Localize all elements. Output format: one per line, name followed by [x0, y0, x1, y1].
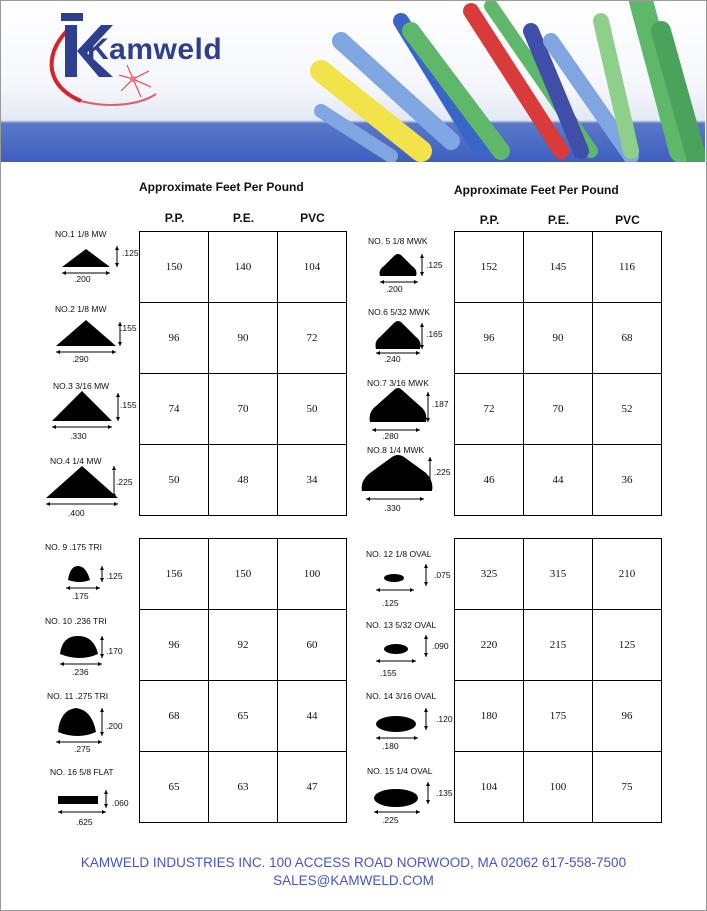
profile-label: NO. 14 3/16 OVAL: [366, 691, 437, 701]
dim-height: .155: [120, 323, 137, 333]
profile-no8: [358, 443, 458, 515]
dim-height: .225: [434, 467, 451, 477]
table-cell: 46: [455, 445, 524, 516]
profile-no9: [40, 540, 140, 612]
dim-height: .120: [436, 714, 453, 724]
table-cell: 156: [140, 539, 209, 610]
dim-width: .155: [380, 668, 397, 678]
table-cell: 72: [455, 374, 524, 445]
profile-no13: [358, 617, 458, 689]
profile-label: NO.3 3/16 MW: [53, 381, 110, 391]
table-cell: 175: [524, 681, 593, 752]
dim-width: .125: [382, 598, 399, 608]
profile-label: NO.8 1/4 MWK: [367, 445, 425, 455]
table-cell: 215: [524, 610, 593, 681]
table-row: [455, 539, 662, 610]
profile-no7: [358, 376, 458, 448]
right-section-title: Approximate Feet Per Pound: [454, 183, 619, 197]
table-cell: 96: [455, 303, 524, 374]
tri-rounded-small-icon: [40, 540, 140, 612]
profile-label: NO. 15 1/4 OVAL: [367, 766, 433, 776]
dim-height: .135: [436, 788, 453, 798]
table-cell: 74: [140, 374, 209, 445]
header-banner: [1, 1, 705, 162]
profile-label: NO. 5 1/8 MWK: [368, 236, 428, 246]
dim-height: .170: [106, 646, 123, 656]
mwk-xlarge-icon: [358, 443, 458, 515]
table-cell: 90: [524, 303, 593, 374]
profile-label: NO.1 1/8 MW: [55, 229, 107, 239]
table-row: [140, 374, 347, 445]
footer-email[interactable]: SALES@KAMWELD.COM: [273, 873, 434, 888]
triangle-medium-icon: [40, 302, 140, 374]
footer-address: KAMWELD INDUSTRIES INC. 100 ACCESS ROAD NORWOOD, MA 02062 617-558-7500: [80, 855, 627, 870]
table-row: [140, 232, 347, 303]
left-table-bottom: [139, 538, 347, 823]
profile-no6: [358, 307, 458, 379]
right-table-bottom: [454, 538, 662, 823]
dim-height: .125: [426, 260, 443, 270]
table-cell: 152: [455, 232, 524, 303]
right-header-pe: P.E.: [547, 213, 570, 227]
profile-label: NO. 9 .175 TRI: [45, 542, 103, 552]
table-cell: 96: [140, 610, 209, 681]
profile-no2: [40, 302, 140, 374]
dim-height: .125: [106, 571, 123, 581]
table-row: [455, 445, 662, 516]
table-row: [140, 752, 347, 823]
table-row: [455, 752, 662, 823]
dim-width: .625: [76, 817, 93, 827]
mwk-small-icon: [358, 236, 458, 308]
profile-no14: [358, 688, 458, 760]
table-cell: 116: [593, 232, 662, 303]
table-cell: 90: [209, 303, 278, 374]
dim-height: .155: [120, 400, 137, 410]
left-section-title: Approximate Feet Per Pound: [139, 180, 304, 194]
profile-label: NO.7 3/16 MWK: [367, 378, 429, 388]
mwk-large-icon: [358, 376, 458, 448]
table-cell: 104: [278, 232, 347, 303]
table-cell: 145: [524, 232, 593, 303]
profile-label: NO.4 1/4 MW: [50, 456, 102, 466]
table-cell: 65: [209, 681, 278, 752]
table-cell: 34: [278, 445, 347, 516]
dim-width: .236: [72, 667, 89, 677]
table-cell: 92: [209, 610, 278, 681]
table-cell: 220: [455, 610, 524, 681]
table-cell: 325: [455, 539, 524, 610]
table-cell: 60: [278, 610, 347, 681]
left-header-pvc: PVC: [300, 211, 325, 225]
oval-small-icon: [358, 546, 458, 618]
table-cell: 125: [593, 610, 662, 681]
dim-width: .330: [384, 503, 401, 513]
dim-height: .187: [432, 399, 449, 409]
triangle-xlarge-icon: [40, 456, 140, 528]
profile-no11: [40, 688, 140, 760]
table-cell: 100: [278, 539, 347, 610]
profile-label: NO. 13 5/32 OVAL: [366, 620, 437, 630]
dim-height: .125: [122, 248, 139, 258]
table-cell: 63: [209, 752, 278, 823]
profile-no1: [40, 229, 140, 301]
profile-no12: [358, 546, 458, 618]
dim-width: .330: [70, 431, 87, 441]
table-cell: 315: [524, 539, 593, 610]
dim-height: .225: [116, 477, 133, 487]
table-cell: 48: [209, 445, 278, 516]
right-header-pp: P.P.: [479, 213, 500, 227]
table-cell: 50: [278, 374, 347, 445]
table-cell: 70: [524, 374, 593, 445]
profile-label: NO.6 5/32 MWK: [368, 307, 430, 317]
table-cell: 47: [278, 752, 347, 823]
dim-width: .400: [68, 508, 85, 518]
table-cell: 75: [593, 752, 662, 823]
table-cell: 150: [140, 232, 209, 303]
left-table-top: [139, 231, 347, 516]
profile-no16: [40, 764, 140, 836]
dim-width: .275: [74, 744, 91, 754]
oval-medium-icon: [358, 617, 458, 689]
table-row: [455, 610, 662, 681]
brand-name: Kamweld: [87, 33, 223, 66]
table-cell: 210: [593, 539, 662, 610]
triangle-small-icon: [40, 229, 140, 301]
table-cell: 36: [593, 445, 662, 516]
profile-label: NO. 10 .236 TRI: [45, 616, 107, 626]
table-row: [140, 445, 347, 516]
table-cell: 44: [524, 445, 593, 516]
table-row: [140, 610, 347, 681]
dim-width: .280: [382, 431, 399, 441]
dim-width: .200: [386, 284, 403, 294]
table-cell: 96: [140, 303, 209, 374]
table-row: [140, 681, 347, 752]
table-cell: 68: [593, 303, 662, 374]
profile-no5: [358, 236, 458, 308]
left-header-pe: P.E.: [232, 211, 255, 225]
table-row: [455, 374, 662, 445]
dim-height: .090: [432, 641, 449, 651]
dim-width: .225: [382, 815, 399, 825]
table-row: [455, 232, 662, 303]
left-header-pp: P.P.: [164, 211, 185, 225]
profile-no15: [358, 762, 458, 834]
table-cell: 180: [455, 681, 524, 752]
right-table-top: [454, 231, 662, 516]
profile-no4: [40, 456, 140, 528]
profile-no3: [40, 381, 140, 453]
table-cell: 70: [209, 374, 278, 445]
triangle-large-icon: [40, 381, 140, 453]
table-cell: 44: [278, 681, 347, 752]
tri-rounded-medium-icon: [40, 614, 140, 686]
table-row: [140, 539, 347, 610]
profile-label: NO.2 1/8 MW: [55, 304, 107, 314]
dim-width: .200: [74, 274, 91, 284]
profile-label: NO. 16 5/8 FLAT: [50, 767, 114, 777]
oval-large-icon: [358, 688, 458, 760]
table-cell: 68: [140, 681, 209, 752]
dim-height: .075: [434, 570, 451, 580]
dim-width: .180: [382, 741, 399, 751]
profile-label: NO. 12 1/8 OVAL: [366, 549, 432, 559]
dim-width: .290: [72, 354, 89, 364]
table-cell: 52: [593, 374, 662, 445]
table-row: [140, 303, 347, 374]
table-cell: 50: [140, 445, 209, 516]
table-cell: 104: [455, 752, 524, 823]
table-cell: 72: [278, 303, 347, 374]
plastic-rods-image: [301, 1, 705, 162]
dim-height: .165: [426, 329, 443, 339]
oval-xlarge-icon: [358, 762, 458, 834]
table-cell: 150: [209, 539, 278, 610]
table-cell: 100: [524, 752, 593, 823]
dim-width: .240: [384, 354, 401, 364]
table-cell: 140: [209, 232, 278, 303]
mwk-medium-icon: [358, 307, 458, 379]
table-row: [455, 303, 662, 374]
profile-no10: [40, 614, 140, 686]
table-row: [455, 681, 662, 752]
dim-height: .060: [112, 798, 129, 808]
dim-height: .200: [106, 721, 123, 731]
right-header-pvc: PVC: [615, 213, 640, 227]
profile-label: NO. 11 .275 TRI: [47, 691, 109, 701]
table-cell: 65: [140, 752, 209, 823]
dim-width: .175: [72, 591, 89, 601]
table-cell: 96: [593, 681, 662, 752]
